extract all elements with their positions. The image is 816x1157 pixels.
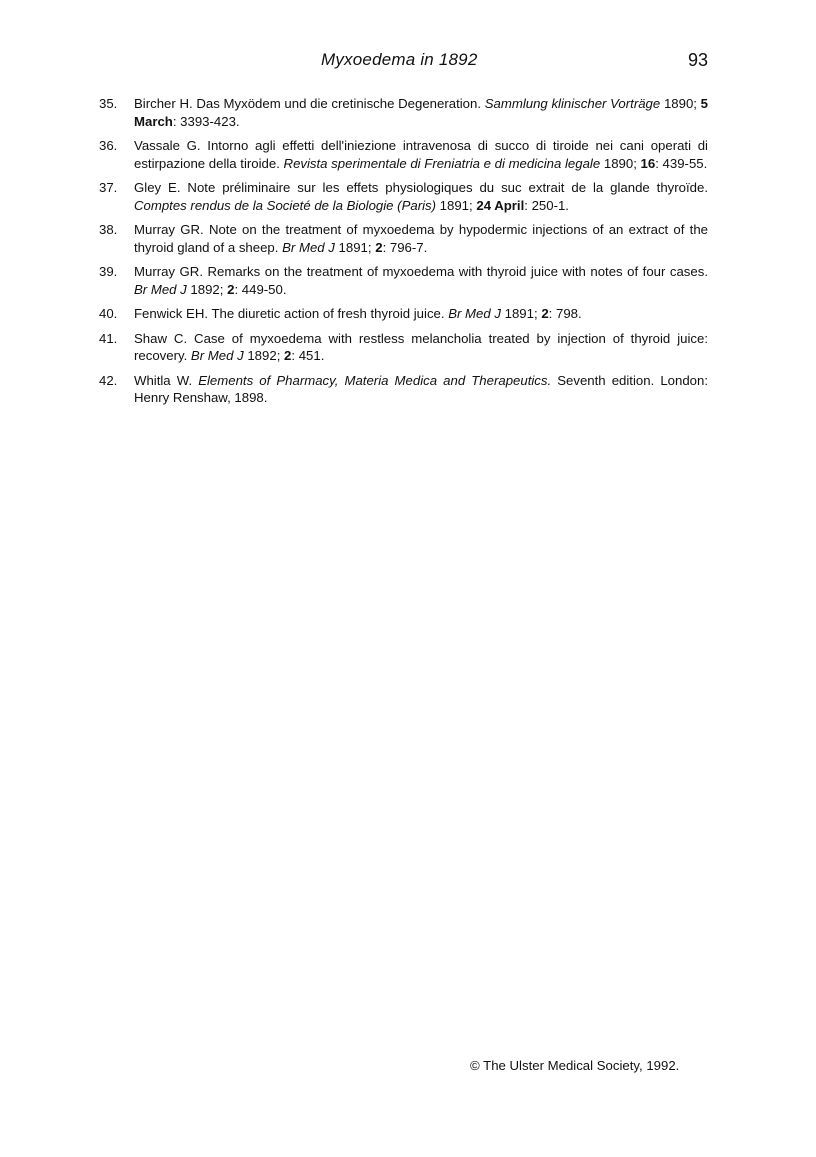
reference-volume: 2: [227, 281, 235, 297]
reference-segment: Shaw C. Case of myxoedema with restless melancholia treated by injection of thyroid juice: recovery.: [134, 330, 708, 363]
reference-segment: Vassale G. Intorno agli effetti dell'iniezione intravenosa di succo di tiroide nei cani operati di estirpazione della tiroide.: [134, 138, 708, 171]
reference-item: [0, 305, 816, 323]
reference-source-title: Sammlung klinischer Vorträge: [484, 96, 661, 111]
reference-text: [134, 179, 708, 214]
reference-segment: 1890;: [660, 96, 701, 111]
reference-number: 42.: [99, 372, 118, 388]
reference-segment: Bircher H. Das Myxödem und die cretinische Degeneration.: [134, 96, 485, 111]
reference-segment: Seventh edition. London: Henry Renshaw, 1898.: [134, 372, 708, 405]
reference-segment: : 439-55.: [655, 155, 708, 171]
reference-volume: 24 April: [476, 197, 525, 213]
reference-source-title: Br Med J: [190, 348, 244, 363]
reference-number: 35.: [99, 96, 118, 111]
reference-number: 36.: [99, 138, 118, 153]
reference-text: [134, 372, 708, 407]
reference-segment: 1891;: [334, 239, 376, 255]
reference-source-title: Br Med J: [448, 306, 501, 321]
page-number: 93: [687, 50, 708, 70]
reference-item: [0, 263, 816, 298]
reference-segment: 1892;: [243, 348, 285, 363]
reference-item: [0, 330, 816, 365]
reference-number: 40.: [99, 306, 118, 321]
reference-source-title: Comptes rendus de la Societé de la Biologie (Paris): [134, 197, 437, 213]
reference-source-title: Br Med J: [282, 239, 335, 255]
reference-item: [0, 137, 816, 172]
reference-text: [134, 263, 708, 298]
reference-text: [134, 137, 708, 172]
reference-item: [0, 372, 816, 407]
reference-segment: Gley E. Note préliminaire sur les effets physiologiques du suc extrait de la glande thyroïde.: [134, 180, 708, 195]
reference-number: 37.: [99, 180, 118, 195]
reference-volume: 2: [284, 348, 292, 363]
reference-item: [0, 95, 816, 130]
reference-segment: : 449-50.: [234, 281, 287, 297]
copyright-notice: © The Ulster Medical Society, 1992.: [470, 1058, 680, 1073]
reference-item: [0, 221, 816, 256]
reference-segment: 1891;: [436, 197, 477, 213]
reference-list: [0, 95, 816, 414]
reference-volume: 2: [541, 306, 549, 321]
reference-segment: : 798.: [548, 306, 582, 321]
running-title: Myxoedema in 1892: [321, 50, 478, 69]
reference-segment: : 796-7.: [382, 239, 428, 255]
reference-segment: : 451.: [291, 348, 325, 363]
reference-volume: 5 March: [134, 96, 708, 129]
reference-text: [134, 95, 708, 130]
running-header: [0, 50, 816, 74]
reference-source-title: Br Med J: [134, 281, 187, 297]
reference-volume: 16: [640, 155, 656, 171]
reference-number: 39.: [99, 264, 118, 279]
reference-segment: : 3393-423.: [172, 113, 240, 129]
reference-segment: Murray GR. Note on the treatment of myxoedema by hypodermic injections of an extract of the thyroid gland of a sheep.: [134, 222, 708, 255]
reference-segment: Murray GR. Remarks on the treatment of myxoedema with thyroid juice with notes of four cases.: [134, 264, 708, 279]
reference-segment: Whitla W.: [134, 372, 199, 388]
reference-source-title: Revista sperimentale di Freniatria e di medicina legale: [283, 155, 601, 171]
reference-number: 38.: [99, 222, 118, 237]
reference-volume: 2: [375, 239, 383, 255]
reference-text: [134, 330, 708, 365]
reference-segment: Fenwick EH. The diuretic action of fresh thyroid juice.: [134, 306, 449, 321]
reference-item: [0, 179, 816, 214]
reference-segment: 1892;: [186, 281, 228, 297]
reference-source-title: Elements of Pharmacy, Materia Medica and Therapeutics.: [198, 372, 552, 388]
reference-segment: 1891;: [500, 306, 542, 321]
reference-segment: : 250-1.: [524, 197, 569, 213]
reference-number: 41.: [99, 330, 118, 346]
reference-text: [134, 221, 708, 256]
reference-segment: 1890;: [600, 155, 641, 171]
reference-text: [134, 305, 708, 323]
